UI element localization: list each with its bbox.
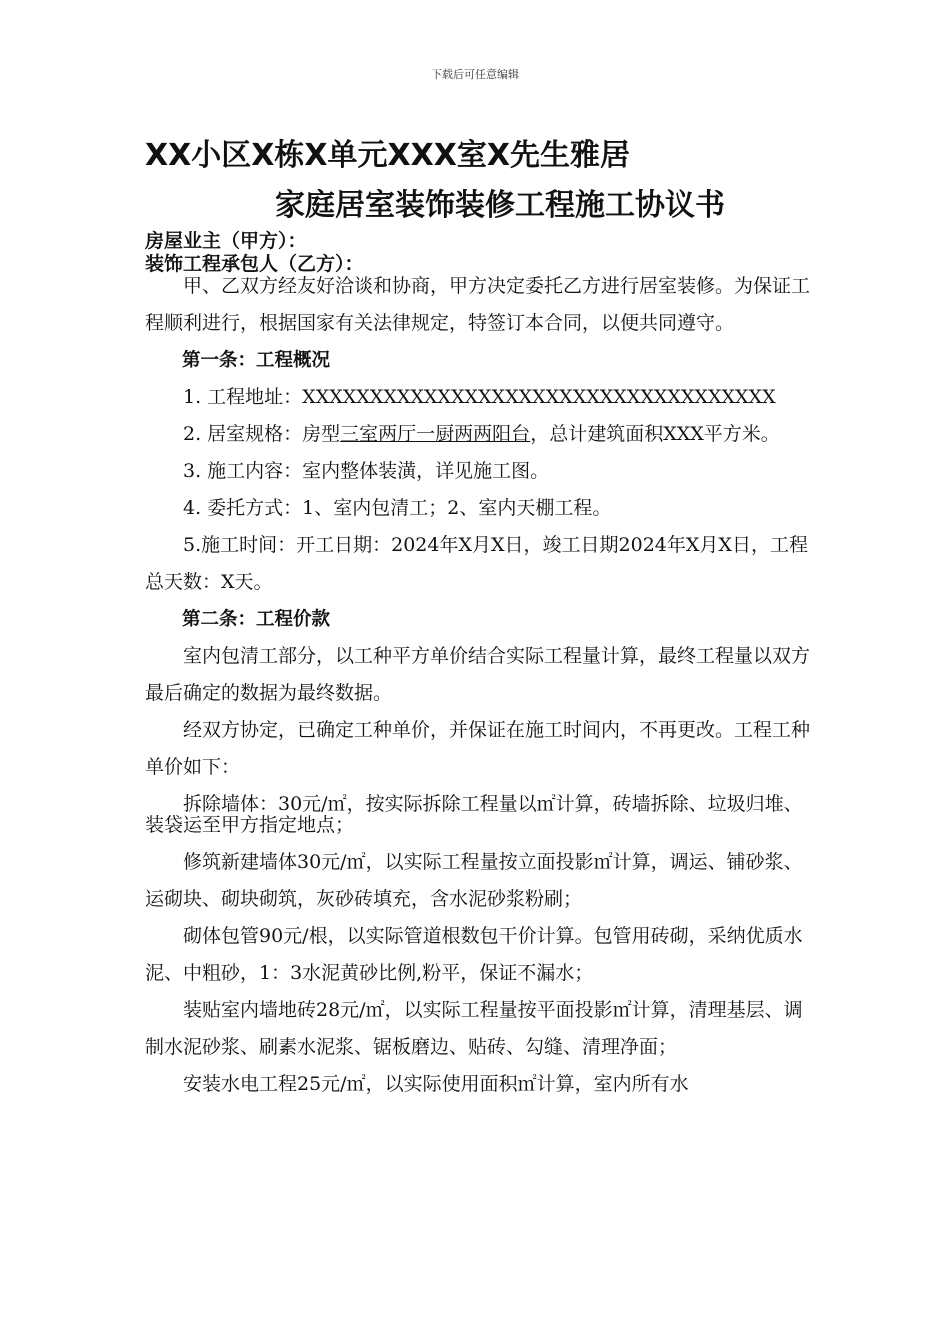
price-paragraph-2: 经双方协定，已确定工种单价，并保证在施工时间内，不再更改。工程工种单价如下： (145, 719, 811, 778)
party-b-label: 装饰工程承包人（乙方）： (145, 253, 364, 275)
price-item-demolition: 拆除墙体：30元/㎡，按实际拆除工程量以㎡计算，砖墙拆除、垃圾归堆、装袋运至甲方指定地点； (145, 793, 803, 836)
room-type-underlined: 三室两厅一厨两两阳台 (340, 423, 531, 445)
article-2-title: 第二条：工程价款 (182, 609, 331, 630)
project-address: 1. 工程地址：XXXXXXXXXXXXXXXXXXXXXXXXXXXXXXXXXXX (183, 386, 776, 408)
article-1-title: 第一条：工程概况 (182, 350, 331, 371)
price-paragraph-1: 室内包清工部分，以工种平方单价结合实际工程量计算，最终工程量以双方最后确定的数据为最终数据。 (145, 645, 811, 704)
document-title-line1: XX小区X栋X单元XXX室X先生雅居 (145, 138, 631, 173)
price-item-plumbing-electric: 安装水电工程25元/㎡，以实际使用面积㎡计算，室内所有水 (183, 1073, 689, 1095)
intro-paragraph: 甲、乙双方经友好洽谈和协商，甲方决定委托乙方进行居室装修。为保证工程顺利进行，根据国家有关法律规定，特签订本合同，以便共同遵守。 (145, 275, 811, 334)
document-body (145, 268, 813, 1103)
room-spec: 2. 居室规格：房型三室两厅一厨两两阳台，总计建筑面积XXX平方米。 (183, 423, 780, 445)
construction-content: 3. 施工内容：室内整体装潢，详见施工图。 (183, 460, 550, 482)
price-item-new-wall: 修筑新建墙体30元/㎡，以实际工程量按立面投影㎡计算，调运、铺砂浆、运砌块、砌块砌筑，灰砂砖填充，含水泥砂浆粉刷； (145, 851, 803, 910)
price-item-tiling: 装贴室内墙地砖28元/㎡，以实际工程量按平面投影㎡计算，清理基层、调制水泥砂浆、刷素水泥浆、锯板磨边、贴砖、勾缝、清理净面； (145, 999, 803, 1058)
construction-time: 5.施工时间：开工日期：2024年X月X日，竣工日期2024年X月X日，工程总天数：X天。 (145, 534, 808, 593)
price-item-pipe-cover: 砌体包管90元/根，以实际管道根数包干价计算。包管用砖砌，采纳优质水泥、中粗砂，1：3水泥黄砂比例,粉平，保证不漏水； (145, 925, 803, 984)
party-a-label: 房屋业主（甲方）： (145, 230, 307, 252)
header-note: 下载后可任意编辑 (431, 68, 519, 81)
commission-method: 4. 委托方式：1、室内包清工；2、室内天棚工程。 (183, 497, 612, 519)
document-title-line2: 家庭居室装饰装修工程施工协议书 (275, 188, 725, 223)
